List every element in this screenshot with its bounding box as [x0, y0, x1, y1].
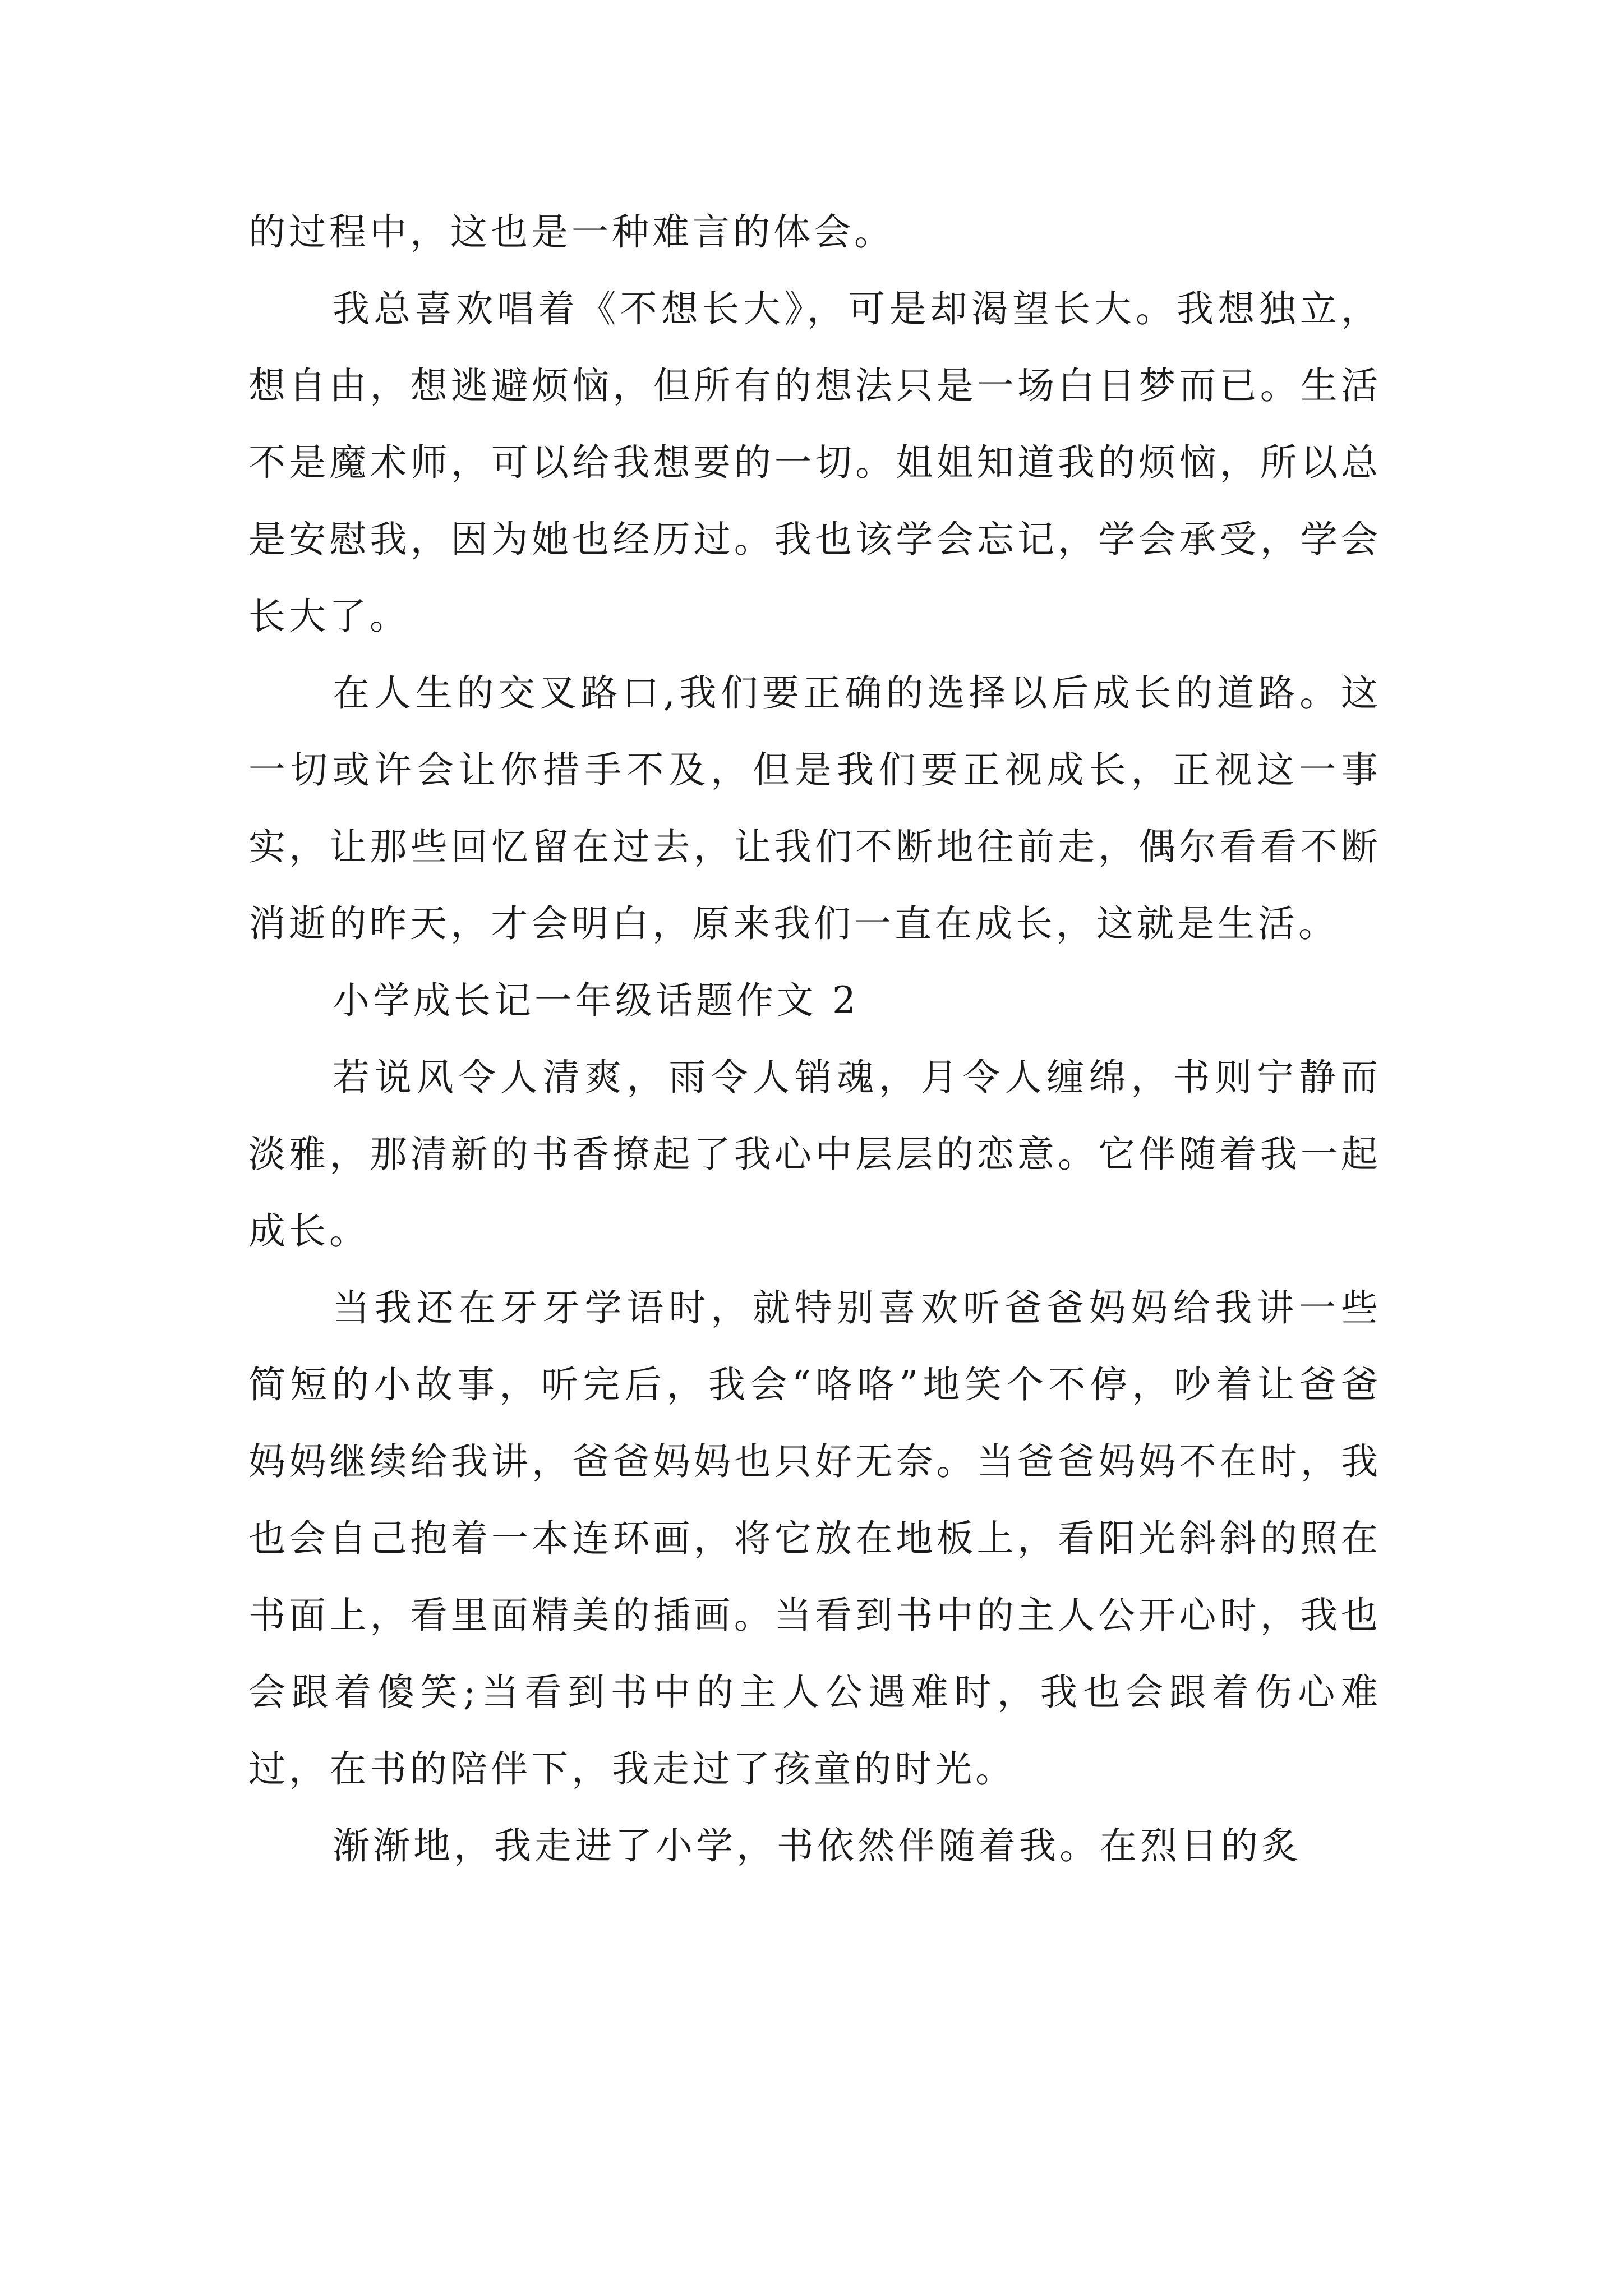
paragraph-growing-up: 我总喜欢唱着《不想长大》，可是却渴望长大。我想独立，想自由，想逃避烦恼，但所有的想法只是一场白日梦而已。生活不是魔术师，可以给我想要的一切。姐姐知道我的烦恼，所以总是安慰我，因为她也经历过。我也该学会忘记，学会承受，学会长大了。: [248, 287, 1381, 638]
paragraph-primary-school: 渐渐地，我走进了小学，书依然伴随着我。在烈日的炙: [333, 1824, 1302, 1867]
paragraph-book-fragrance: 若说风令人清爽，雨令人销魂，月令人缠绵，书则宁静而淡雅，那清新的书香撩起了我心中层层的恋意。它伴随着我一起成长。: [248, 1056, 1381, 1253]
paragraph-childhood-stories: 当我还在牙牙学语时，就特别喜欢听爸爸妈妈给我讲一些简短的小故事，听完后，我会“咯咯”地笑个不停，吵着让爸爸妈妈继续给我讲，爸爸妈妈也只好无奈。当爸爸妈妈不在时，我也会自己抱着一本连环画，将它放在地板上，看阳光斜斜的照在书面上，看里面精美的插画。当看到书中的主人公开心时，我也会跟着傻笑;当看到书中的主人公遇难时，我也会跟着伤心难过，在书的陪伴下，我走过了孩童的时光。: [248, 1286, 1381, 1791]
essay-heading: 小学成长记一年级话题作文 2: [333, 979, 859, 1022]
document-body: [248, 194, 1381, 1884]
paragraph-continuation: 的过程中，这也是一种难言的体会。: [248, 210, 895, 254]
paragraph-crossroads: 在人生的交叉路口,我们要正确的选择以后成长的道路。这一切或许会让你措手不及，但是我们要正视成长，正视这一事实，让那些回忆留在过去，让我们不断地往前走，偶尔看看不断消逝的昨天，才会明白，原来我们一直在成长，这就是生活。: [248, 671, 1381, 945]
